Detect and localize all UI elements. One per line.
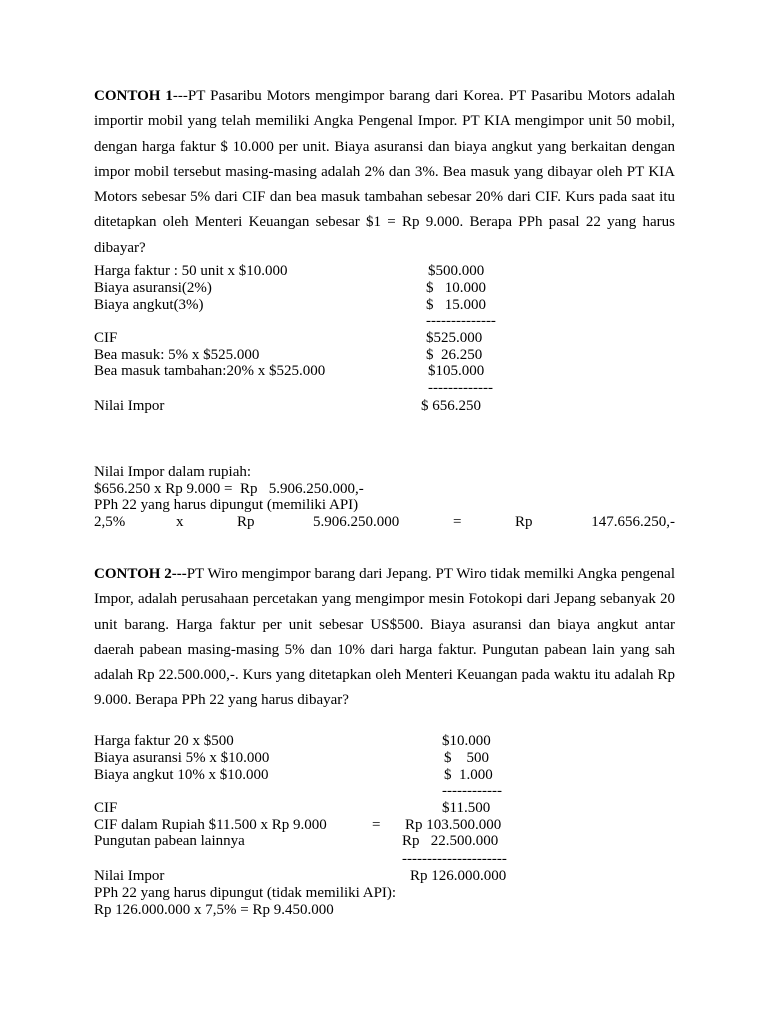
calc2-label-8: Nilai Impor bbox=[94, 868, 165, 884]
calc2-value-5: Rp 103.500.000 bbox=[405, 817, 502, 833]
calc1-value-4: $525.000 bbox=[426, 330, 483, 346]
calc2-label-4: CIF bbox=[94, 800, 118, 816]
calc1-separator-2: ------------- bbox=[428, 380, 493, 396]
calc1-label-8: Nilai Impor bbox=[94, 398, 165, 414]
calc2-label-2: Biaya angkut 10% x $10.000 bbox=[94, 767, 269, 783]
contoh-1-dashes: --- bbox=[172, 88, 188, 104]
calc1-value-2: $ 15.000 bbox=[426, 297, 486, 313]
pph1-rate: 2,5% bbox=[94, 514, 126, 530]
calc2-label-6: Pungutan pabean lainnya bbox=[94, 833, 245, 849]
pph1-rp-2: Rp bbox=[515, 514, 533, 530]
pph2-calc: Rp 126.000.000 x 7,5% = Rp 9.450.000 bbox=[94, 902, 334, 918]
calc1-separator-1: -------------- bbox=[426, 313, 496, 329]
calc1-label-1: Biaya asuransi(2%) bbox=[94, 280, 212, 296]
rupiah-title: Nilai Impor dalam rupiah: bbox=[94, 464, 252, 480]
calc2-value-0: $10.000 bbox=[442, 733, 491, 749]
calc1-value-1: $ 10.000 bbox=[426, 280, 486, 296]
pph1-result: 147.656.250,- bbox=[591, 514, 675, 530]
rupiah-calc: $656.250 x Rp 9.000 = Rp 5.906.250.000,- bbox=[94, 481, 364, 497]
calc1-value-5: $ 26.250 bbox=[426, 347, 483, 363]
contoh-2-paragraph bbox=[94, 562, 675, 714]
calc2-value-8: Rp 126.000.000 bbox=[410, 868, 507, 884]
calc2-value-4: $11.500 bbox=[442, 800, 491, 816]
pph1-row bbox=[94, 514, 675, 531]
calc1-label-5: Bea masuk: 5% x $525.000 bbox=[94, 347, 260, 363]
calc1-label-4: CIF bbox=[94, 330, 118, 346]
calc2-value-2: $ 1.000 bbox=[444, 767, 493, 783]
calc2-separator-1: ------------ bbox=[442, 783, 502, 799]
contoh-2-text: PT Wiro mengimpor barang dari Jepang. PT Wiro tidak memilki Angka pengenal Impor, adalah perusahaan percetakan yang mengimpor mesin Fotokopi dari Jepang sebanyak 20 unit barang. Harga faktur per unit sebesar US$500. Biaya asuransi dan biaya angkut antar daerah pabean masing-masing 5% dan 10% dari harga faktur. Pungutan pabean lain yang sah adalah Rp 22.500.000,-. Kurs yang ditetapkan oleh Menteri Keuangan pada waktu itu adalah Rp 9.000. Berapa PPh 22 yang harus dibayar? bbox=[94, 566, 675, 709]
calc2-value-6: Rp 22.500.000 bbox=[402, 833, 499, 849]
pph1-rp-1: Rp bbox=[237, 514, 255, 530]
contoh-1-paragraph bbox=[94, 84, 675, 261]
calc1-label-6: Bea masuk tambahan:20% x $525.000 bbox=[94, 363, 326, 379]
contoh-2-heading: CONTOH 2--- bbox=[94, 566, 187, 582]
calc1-value-8: $ 656.250 bbox=[421, 398, 481, 414]
contoh-1-text: PT Pasaribu Motors mengimpor barang dari Korea. PT Pasaribu Motors adalah importir mobil yang telah memiliki Angka Pengenal Impor. PT KIA mengimpor unit 50 mobil, dengan harga faktur $ 10.000 per unit. Biaya asuransi dan biaya angkut yang berkaitan dengan impor mobil tersebut masing-masing adalah 2% dan 3%. Bea masuk yang dibayar oleh PT KIA Motors sebesar 5% dari CIF dan bea masuk tambahan sebesar 20% dari CIF. Kurs pada saat itu ditetapkan oleh Menteri Keuangan sebesar $1 = Rp 9.000. Berapa PPh pasal 22 yang harus dibayar? bbox=[94, 88, 675, 256]
calc2-separator-2: --------------------- bbox=[402, 851, 507, 867]
contoh-1-heading: CONTOH 1 bbox=[94, 88, 173, 104]
calc1-label-0: Harga faktur : 50 unit x $10.000 bbox=[94, 263, 288, 279]
calc1-value-6: $105.000 bbox=[428, 363, 485, 379]
pph1-equals: = bbox=[453, 514, 462, 530]
calc2-label-1: Biaya asuransi 5% x $10.000 bbox=[94, 750, 270, 766]
pph1-base: 5.906.250.000 bbox=[313, 514, 400, 530]
pph1-title: PPh 22 yang harus dipungut (memiliki API) bbox=[94, 497, 359, 513]
calc1-value-0: $500.000 bbox=[428, 263, 485, 279]
calc2-equals: = bbox=[372, 817, 381, 833]
pph1-times: x bbox=[176, 514, 184, 530]
calc2-value-1: $ 500 bbox=[444, 750, 489, 766]
calc2-label-0: Harga faktur 20 x $500 bbox=[94, 733, 234, 749]
calc1-label-2: Biaya angkut(3%) bbox=[94, 297, 204, 313]
pph2-title: PPh 22 yang harus dipungut (tidak memiliki API): bbox=[94, 885, 397, 901]
calc2-label-5: CIF dalam Rupiah $11.500 x Rp 9.000 bbox=[94, 817, 327, 833]
